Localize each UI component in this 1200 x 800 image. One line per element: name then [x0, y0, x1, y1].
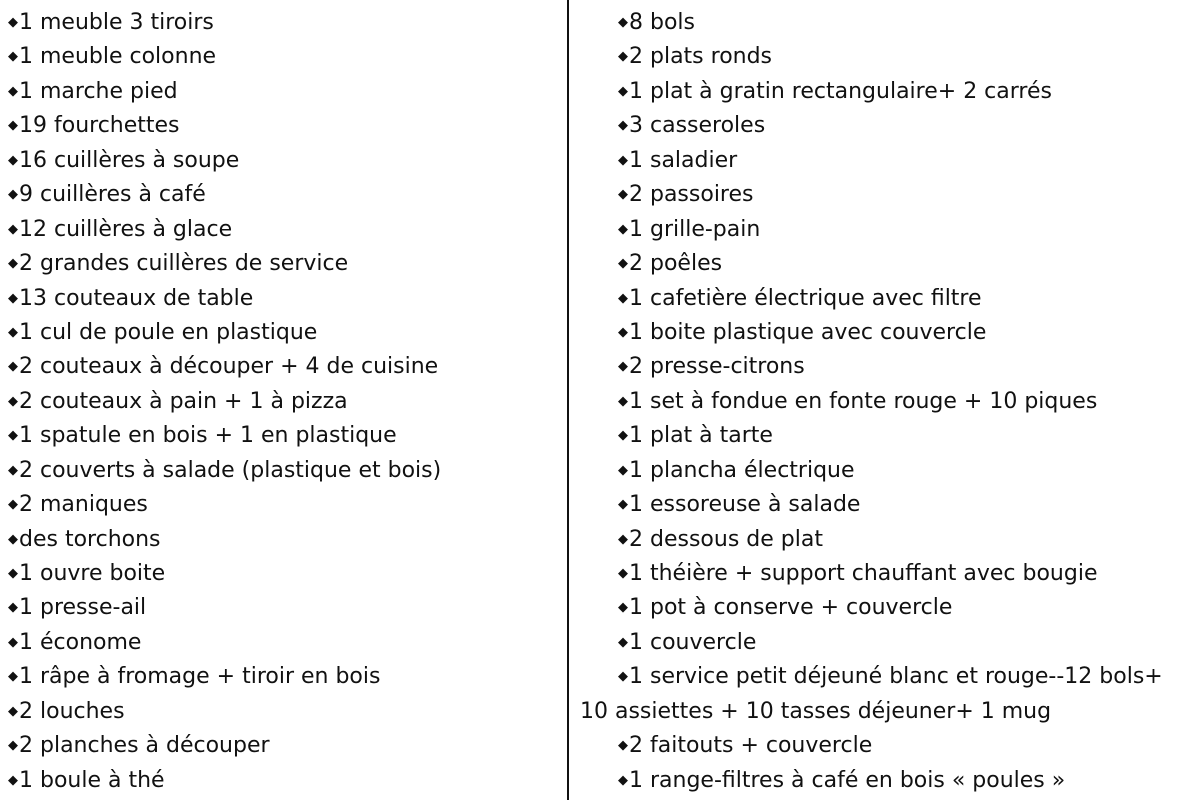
diamond-bullet-icon: ◆ [618, 152, 628, 168]
diamond-bullet-icon: ◆ [8, 152, 18, 168]
list-item [8, 454, 563, 488]
list-item [580, 488, 1195, 522]
list-item-text: 1 râpe à fromage + tiroir en bois [19, 664, 381, 690]
list-item-text: 1 essoreuse à salade [629, 492, 861, 518]
diamond-bullet-icon: ◆ [618, 324, 628, 340]
list-item-text: 2 poêles [629, 251, 723, 277]
list-item [8, 40, 563, 74]
diamond-bullet-icon: ◆ [8, 462, 18, 478]
list-item-text: 1 presse-ail [19, 595, 147, 621]
list-item [8, 626, 563, 660]
list-item-text: 2 presse-citrons [629, 354, 805, 380]
diamond-bullet-icon: ◆ [618, 462, 628, 478]
list-item [580, 626, 1195, 660]
list-item-text: 1 plancha électrique [629, 457, 855, 483]
diamond-bullet-icon: ◆ [8, 15, 18, 30]
list-item-text: 1 marche pied [19, 78, 178, 104]
diamond-bullet-icon: ◆ [8, 83, 18, 99]
list-item-text: 1 range-filtres à café en bois « poules » [629, 767, 1066, 793]
list-item [580, 764, 1195, 798]
diamond-bullet-icon: ◆ [618, 187, 628, 203]
list-item [580, 316, 1195, 350]
diamond-bullet-icon: ◆ [8, 221, 18, 237]
diamond-bullet-icon: ◆ [618, 531, 628, 547]
list-item-text: 1 saladier [629, 147, 738, 173]
list-item-text: 2 couteaux à découper + 4 de cuisine [19, 354, 439, 380]
diamond-bullet-icon: ◆ [618, 221, 628, 237]
list-item-text: 8 bols [629, 10, 695, 35]
list-item [8, 178, 563, 212]
list-item [580, 695, 1195, 729]
list-item-text: 1 meuble 3 tiroirs [19, 10, 214, 35]
list-item [8, 109, 563, 143]
diamond-bullet-icon: ◆ [618, 738, 628, 754]
diamond-bullet-icon: ◆ [8, 324, 18, 340]
list-item [580, 282, 1195, 316]
diamond-bullet-icon: ◆ [618, 393, 628, 409]
list-item [8, 660, 563, 694]
list-item-text: 2 couverts à salade (plastique et bois) [19, 457, 442, 483]
diamond-bullet-icon: ◆ [618, 669, 628, 685]
column-divider [567, 0, 569, 800]
list-item-text: 1 boule à thé [19, 767, 165, 793]
list-item [8, 213, 563, 247]
right-inventory-column [580, 6, 1195, 798]
list-item [580, 454, 1195, 488]
list-item [580, 144, 1195, 178]
list-item-text: 1 théière + support chauffant avec bougie [629, 561, 1098, 586]
list-item [8, 557, 563, 591]
diamond-bullet-icon: ◆ [618, 566, 628, 581]
list-item-text: 2 faitouts + couvercle [629, 733, 873, 759]
list-item [8, 523, 563, 557]
list-item [8, 75, 563, 109]
diamond-bullet-icon: ◆ [8, 497, 18, 513]
list-item-text: 2 couteaux à pain + 1 à pizza [19, 388, 348, 414]
list-item-text: 1 couvercle [629, 629, 757, 655]
list-item [580, 385, 1195, 419]
list-item-text: 1 cul de poule en plastique [19, 319, 318, 345]
list-item-text: 2 maniques [19, 492, 148, 518]
list-item [580, 213, 1195, 247]
list-item-text: 2 grandes cuillères de service [19, 251, 349, 277]
list-item [8, 729, 563, 763]
list-item [580, 75, 1195, 109]
diamond-bullet-icon: ◆ [8, 566, 18, 581]
list-item-text: 3 casseroles [629, 113, 766, 139]
diamond-bullet-icon: ◆ [8, 290, 18, 306]
list-item [8, 385, 563, 419]
diamond-bullet-icon: ◆ [8, 634, 18, 650]
list-item-text: 1 meuble colonne [19, 44, 217, 70]
list-item [580, 557, 1195, 591]
list-item-text: 1 plat à tarte [629, 423, 773, 449]
diamond-bullet-icon: ◆ [618, 600, 628, 616]
diamond-bullet-icon: ◆ [618, 359, 628, 375]
diamond-bullet-icon: ◆ [8, 428, 18, 444]
diamond-bullet-icon: ◆ [8, 600, 18, 616]
diamond-bullet-icon: ◆ [618, 118, 628, 134]
list-item [8, 695, 563, 729]
list-item [8, 350, 563, 384]
list-item-text: 16 cuillères à soupe [19, 147, 240, 173]
diamond-bullet-icon: ◆ [618, 428, 628, 444]
list-item-text: 9 cuillères à café [19, 182, 206, 208]
diamond-bullet-icon: ◆ [618, 83, 628, 99]
left-inventory-column [8, 6, 563, 798]
list-item-text: 2 passoires [629, 182, 754, 208]
list-item-text: 1 boite plastique avec couvercle [629, 319, 987, 345]
diamond-bullet-icon: ◆ [8, 772, 18, 788]
list-item [8, 247, 563, 281]
list-item-text: 1 service petit déjeuné blanc et rouge--12 bols+ [629, 664, 1163, 690]
list-item [8, 764, 563, 798]
diamond-bullet-icon: ◆ [8, 187, 18, 203]
diamond-bullet-icon: ◆ [8, 531, 18, 547]
diamond-bullet-icon: ◆ [618, 772, 628, 788]
list-item-text: 2 dessous de plat [629, 526, 823, 552]
list-item [580, 591, 1195, 625]
list-item [580, 523, 1195, 557]
list-item-text: 1 plat à gratin rectangulaire+ 2 carrés [629, 78, 1052, 104]
list-item-text: 1 ouvre boite [19, 561, 166, 586]
list-item [580, 247, 1195, 281]
list-item-text: 1 spatule en bois + 1 en plastique [19, 423, 397, 449]
list-item [580, 6, 1195, 40]
diamond-bullet-icon: ◆ [8, 393, 18, 409]
list-item-text: 10 assiettes + 10 tasses déjeuner+ 1 mug [580, 698, 1052, 724]
diamond-bullet-icon: ◆ [8, 359, 18, 375]
diamond-bullet-icon: ◆ [618, 256, 628, 272]
list-item [8, 6, 563, 40]
list-item [580, 40, 1195, 74]
diamond-bullet-icon: ◆ [618, 15, 628, 30]
list-item-text: 1 set à fondue en fonte rouge + 10 piques [629, 388, 1098, 414]
list-item [8, 144, 563, 178]
diamond-bullet-icon: ◆ [618, 49, 628, 65]
diamond-bullet-icon: ◆ [618, 290, 628, 306]
list-item-text: 2 plats ronds [629, 44, 773, 70]
list-item [580, 178, 1195, 212]
diamond-bullet-icon: ◆ [8, 49, 18, 65]
list-item-text: 19 fourchettes [19, 113, 180, 139]
list-item-text: 1 pot à conserve + couvercle [629, 595, 953, 621]
list-item [580, 419, 1195, 453]
list-item [8, 591, 563, 625]
diamond-bullet-icon: ◆ [618, 497, 628, 513]
list-item-text: 2 louches [19, 698, 125, 724]
list-item-text: 13 couteaux de table [19, 285, 254, 311]
list-item [580, 729, 1195, 763]
diamond-bullet-icon: ◆ [8, 738, 18, 754]
diamond-bullet-icon: ◆ [8, 256, 18, 272]
diamond-bullet-icon: ◆ [618, 634, 628, 650]
list-item-text: 1 grille-pain [629, 216, 761, 242]
list-item [580, 350, 1195, 384]
list-item [8, 419, 563, 453]
list-item [8, 316, 563, 350]
list-item [580, 109, 1195, 143]
diamond-bullet-icon: ◆ [8, 118, 18, 134]
list-item-text: des torchons [19, 526, 161, 552]
list-item-text: 12 cuillères à glace [19, 216, 233, 242]
list-item [580, 660, 1195, 694]
list-item-text: 1 économe [19, 629, 142, 655]
list-item [8, 488, 563, 522]
diamond-bullet-icon: ◆ [8, 703, 18, 719]
diamond-bullet-icon: ◆ [8, 669, 18, 685]
list-item [8, 282, 563, 316]
list-item-text: 2 planches à découper [19, 733, 270, 759]
list-item-text: 1 cafetière électrique avec filtre [629, 285, 982, 311]
